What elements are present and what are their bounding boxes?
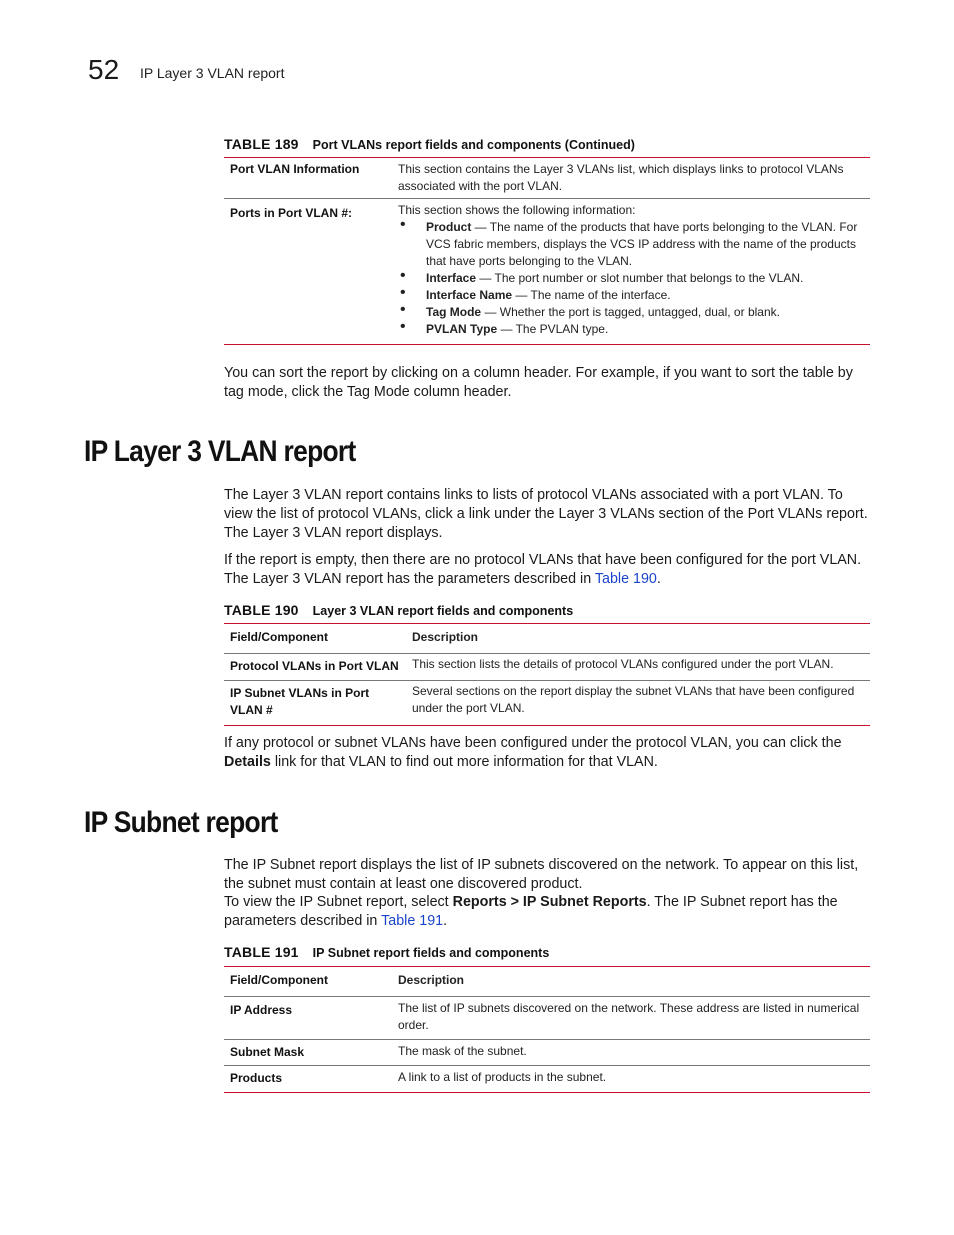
table-190 xyxy=(224,623,870,726)
list-item xyxy=(398,304,864,321)
bullet-text: — The name of the interface. xyxy=(512,288,671,302)
table-row xyxy=(224,681,870,726)
table-row xyxy=(224,997,870,1040)
paragraph xyxy=(224,551,872,589)
table-header-row xyxy=(224,624,870,654)
description-cell: This section lists the details of protocol VLANs configured under the port VLAN. xyxy=(406,654,870,681)
section-heading-ip-subnet-report: IP Subnet report xyxy=(84,806,278,839)
column-header: Description xyxy=(392,967,870,997)
table-title: IP Subnet report fields and components xyxy=(312,946,550,960)
list-item xyxy=(398,219,864,270)
column-header: Description xyxy=(406,624,870,654)
table-label: TABLE 189 xyxy=(224,136,299,152)
description-intro: This section shows the following information: xyxy=(398,203,636,217)
table-row xyxy=(224,1066,870,1093)
table-189-caption xyxy=(224,136,635,152)
field-cell: IP Address xyxy=(224,997,392,1040)
bullet-list xyxy=(398,219,864,338)
table-title: Layer 3 VLAN report fields and components xyxy=(312,604,574,618)
table-191 xyxy=(224,966,870,1093)
bullet-text: — The PVLAN type. xyxy=(497,322,609,336)
table-header-row xyxy=(224,967,870,997)
table-label: TABLE 191 xyxy=(224,944,299,960)
column-header: Field/Component xyxy=(224,624,406,654)
sort-note: You can sort the report by clicking on a column header. For example, if you want to sort the table by tag mode, click the Tag Mode column header. xyxy=(224,365,853,400)
description-cell: A link to a list of products in the subnet. xyxy=(392,1066,870,1093)
text: To view the IP Subnet report, select xyxy=(224,894,453,910)
field-cell: Ports in Port VLAN #: xyxy=(224,199,392,345)
details-term: Details xyxy=(224,754,271,770)
field-cell: Products xyxy=(224,1066,392,1093)
table-label: TABLE 190 xyxy=(224,602,299,618)
bullet-text: — The port number or slot number that belongs to the VLAN. xyxy=(476,271,804,285)
description-cell xyxy=(392,199,870,345)
list-item xyxy=(398,270,864,287)
bullet-term: Interface xyxy=(426,271,477,285)
table-191-link[interactable]: Table 191 xyxy=(381,913,444,929)
table-title: Port VLANs report fields and components (Continued) xyxy=(312,138,635,152)
paragraph: The IP Subnet report displays the list of IP subnets discovered on the network. To appear on this list, the subnet must contain at least one discovered product. xyxy=(224,857,859,892)
table-row xyxy=(224,199,870,345)
text: If the report is empty, then there are no protocol VLANs that have been configured for the port VLAN. The Layer 3 VLAN report has the parameters described in xyxy=(224,552,862,587)
description-cell: The list of IP subnets discovered on the network. These address are listed in numerical order. xyxy=(392,997,870,1040)
table-row xyxy=(224,158,870,199)
table-row xyxy=(224,654,870,681)
description-cell: The mask of the subnet. xyxy=(392,1040,870,1066)
paragraph xyxy=(224,893,872,931)
paragraph: The Layer 3 VLAN report contains links to lists of protocol VLANs associated with a port VLAN. To view the list of protocol VLANs, click a link under the Layer 3 VLANs section of the Port VLANs report. The Layer 3 VLAN report displays. xyxy=(224,487,868,541)
table-190-caption xyxy=(224,602,573,618)
description-cell: This section contains the Layer 3 VLANs list, which displays links to protocol VLANs associated with the port VLAN. xyxy=(392,158,870,199)
table-190-link[interactable]: Table 190 xyxy=(594,571,657,587)
bullet-term: PVLAN Type xyxy=(426,322,498,336)
text: . The IP Subnet report has the parameters described in xyxy=(224,894,838,929)
column-header: Field/Component xyxy=(224,967,392,997)
chapter-number: 52 xyxy=(88,54,120,85)
bullet-text: — Whether the port is tagged, untagged, dual, or blank. xyxy=(481,305,780,319)
bullet-text: — The name of the products that have ports belonging to the VLAN. For VCS fabric members, displays the VCS IP address with the name of the products that have ports belonging to the VLAN. xyxy=(426,220,858,268)
text: . xyxy=(656,571,661,587)
menu-path: Reports > IP Subnet Reports xyxy=(452,894,647,910)
text: . xyxy=(443,913,448,929)
section-heading-ip-layer3-vlan-report: IP Layer 3 VLAN report xyxy=(84,435,356,468)
paragraph xyxy=(224,734,872,772)
list-item xyxy=(398,321,864,338)
field-cell: Port VLAN Information xyxy=(224,158,392,199)
bullet-term: Interface Name xyxy=(426,288,513,302)
text: link for that VLAN to find out more information for that VLAN. xyxy=(270,754,658,770)
field-cell: Protocol VLANs in Port VLAN xyxy=(224,654,406,681)
field-cell: Subnet Mask xyxy=(224,1040,392,1066)
bullet-term: Tag Mode xyxy=(426,305,482,319)
table-row xyxy=(224,1040,870,1066)
field-cell: IP Subnet VLANs in Port VLAN # xyxy=(224,681,406,726)
description-cell: Several sections on the report display the subnet VLANs that have been configured under the port VLAN. xyxy=(406,681,870,726)
bullet-term: Product xyxy=(426,220,472,234)
table-191-caption xyxy=(224,944,549,960)
text: If any protocol or subnet VLANs have been configured under the protocol VLAN, you can click the xyxy=(224,735,842,751)
table-189 xyxy=(224,157,870,345)
running-title: IP Layer 3 VLAN report xyxy=(140,65,285,81)
list-item xyxy=(398,287,864,304)
